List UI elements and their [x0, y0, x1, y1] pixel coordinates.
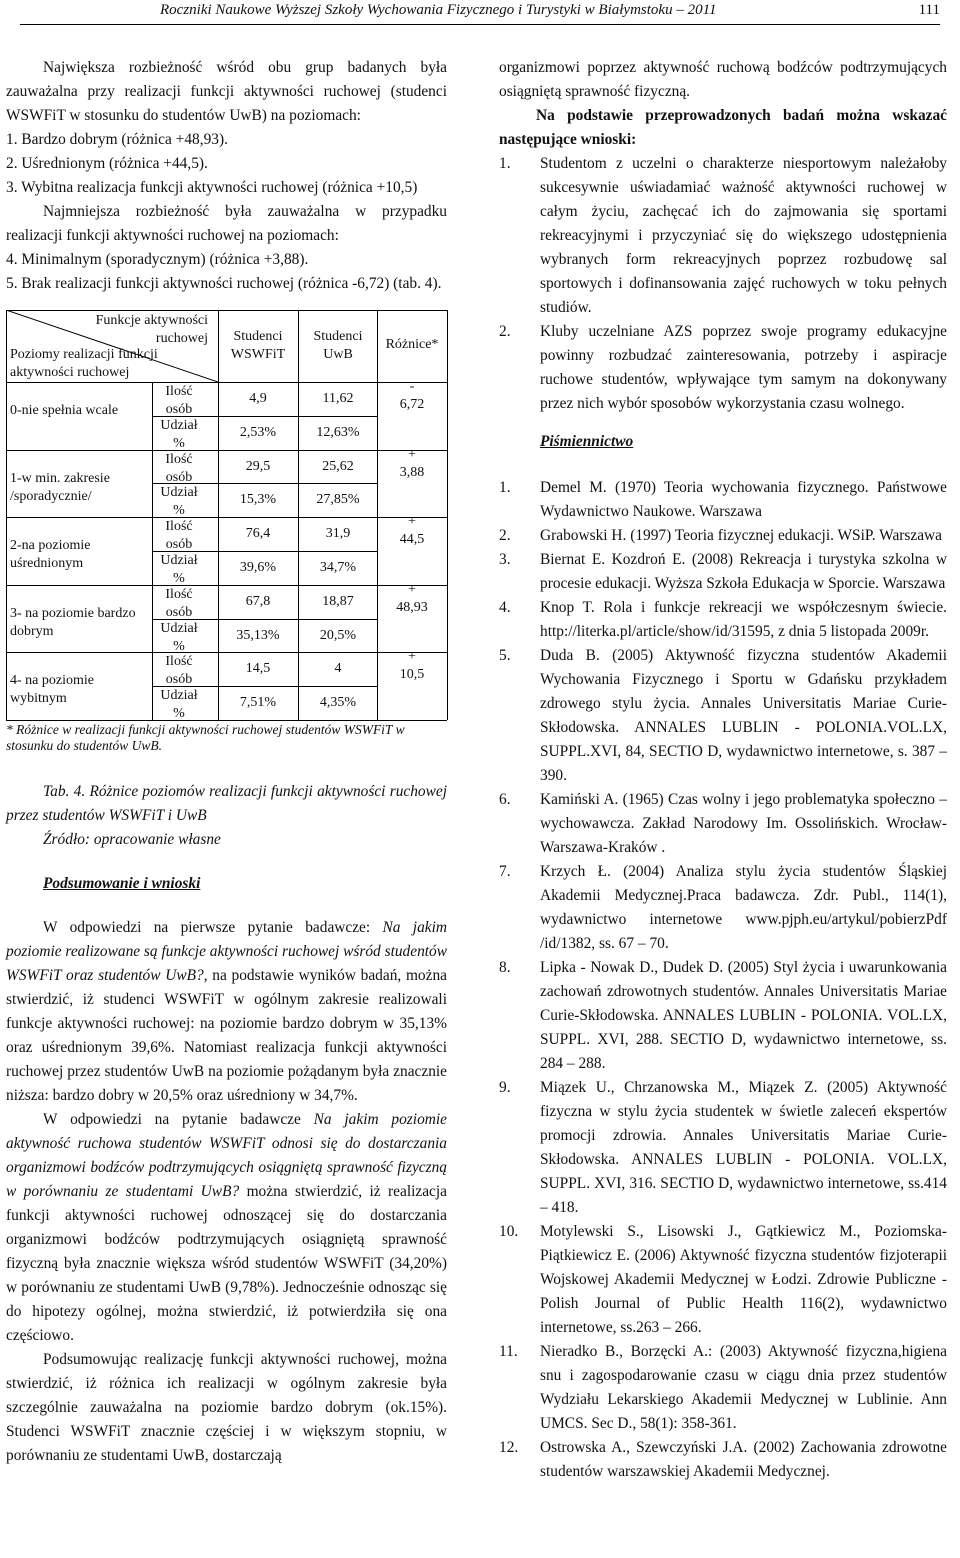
level-item-4: 4. Minimalnym (sporadycznym) (różnica +3,88). [6, 251, 309, 268]
conclusion-item [499, 152, 947, 320]
cell-pct-wswfit: 39,6% [239, 560, 277, 575]
reference-number: 11. [499, 1343, 518, 1360]
cell-count-uwb: 4 [334, 661, 342, 677]
col-header-diff: Różnice* [385, 337, 439, 352]
cell-diff-value: 3,88 [399, 464, 425, 480]
reference-number: 4. [499, 599, 511, 616]
reference-item [499, 476, 947, 524]
row-unit-pct: Udział % [160, 417, 198, 451]
level-item-5: 5. Brak realizacji funkcji aktywności ruchowej (różnica -6,72) (tab. 4). [6, 275, 442, 292]
left-column [6, 56, 447, 1468]
table-caption: Tab. 4. Różnice poziomów realizacji funkcji aktywności ruchowej przez studentów WSWFiT i UwB [6, 783, 447, 824]
reference-text: Knop T. Rola i funkcje rekreacji we współczesnym świecie. http://literka.pl/article/show/id/31595, z dnia 5 listopada 2009r. [540, 599, 947, 640]
reference-item [499, 1340, 947, 1436]
reference-item [499, 956, 947, 1076]
reference-number: 5. [499, 647, 511, 664]
cell-diff-sign: - [409, 379, 415, 394]
row-unit-count: Ilość osób [165, 451, 193, 485]
reference-item [499, 1436, 947, 1484]
reference-item [499, 1220, 947, 1340]
row-level-label: 4- na poziomie wybitnym [10, 673, 94, 707]
row-unit-count: Ilość osób [165, 384, 193, 417]
conclusion-number: 1. [499, 155, 511, 172]
reference-text: Kamiński A. (1965) Czas wolny i jego problematyka społeczno –wychowawcza. Zakład Narodowy Im. Ossolińskich. Wrocław-Warszawa-Kraków . [540, 791, 947, 856]
cell-pct-wswfit: 2,53% [239, 424, 277, 440]
reference-number: 8. [499, 959, 511, 976]
row-level-label: 3- na poziomie bardzo dobrym [10, 605, 136, 639]
reference-text: Lipka - Nowak D., Dudek D. (2005) Styl życia i uwarunkowania zachowań zdrowotnych studentów. Annales Universitatis Mariae Curie-Skłodowska. ANNALES LUBLIN - POLONIA. VOL.LX, SUPPL. XVI, 288. SECTIO D, wydawnictwo internetowe, ss. 284 – 288. [540, 959, 947, 1072]
cell-count-uwb: 31,9 [325, 526, 351, 542]
row-unit-pct: Udział % [160, 485, 198, 519]
reference-text: Biernat E. Kozdroń E. (2008) Rekreacja i turystyka szkolna w procesie edukacji. Wyższa Szkoła Edukacja w Sporcie. Warszawa [540, 551, 947, 592]
row-unit-pct: Udział % [160, 688, 198, 722]
corner-header-bottom: Poziomy realizacji funkcji aktywności ruchowej [10, 347, 158, 380]
cell-pct-uwb: 12,63% [316, 424, 360, 440]
reference-item [499, 596, 947, 644]
reference-item [499, 1076, 947, 1220]
cell-diff-value: 10,5 [399, 667, 425, 683]
section-title: Podsumowanie i wnioski [43, 875, 201, 892]
cell-count-wswfit: 76,4 [245, 526, 271, 542]
reference-text: Krzych Ł. (2004) Analiza stylu życia studentów Śląskiej Akademii Medycznej.Praca badawcza. Zdr. Publ., 114(1), wydawnictwo internetowe www.pjph.eu/artykul/pobierzPdf /id/1382, ss. 67 – 70. [540, 863, 947, 952]
cell-pct-wswfit: 15,3% [239, 492, 277, 508]
running-header [20, 0, 940, 25]
conclusion-number: 2. [499, 323, 511, 340]
reference-item [499, 860, 947, 956]
row-level-label: 1-w min. zakresie /sporadycznie/ [10, 470, 110, 504]
cell-diff-sign: + [408, 446, 416, 462]
references-list [499, 476, 947, 1484]
reference-number: 7. [499, 863, 511, 880]
conclusion-text: Kluby uczelniane AZS poprzez swoje programy edukacyjne powinny rozbudzać zainteresowania, potrzeby i aspiracje ruchowe studentów, wpływające tym samym na dokonywany przez nich wybór sposobów wykorzystania czasu wolnego. [540, 323, 947, 412]
references-title: Piśmiennictwo [540, 433, 634, 450]
reference-number: 10. [499, 1223, 519, 1240]
summary-paragraph-3: Podsumowując realizację funkcji aktywności ruchowej, można stwierdzić, iż różnica ich realizacji w ogólnym zakresie była szczególnie zauważalna na poziomie bardzo dobrym (ok.15%). Studenci WSWFiT znacznie częściej i w większym stopniu, w porównaniu ze studentami UwB, dostarczają [6, 1351, 447, 1464]
row-level-label: 0-nie spełnia wcale [10, 403, 119, 418]
para2-question: Na jakim poziomie aktywność ruchowa studentów WSWFiT odnosi się do dostarczania organizmowi bodźców podtrzymujących osiągniętą sprawność fizyczną w porównaniu ze studentami UwB? [6, 1111, 447, 1200]
cell-count-wswfit: 14,5 [245, 661, 271, 677]
cell-diff-value: 48,93 [396, 599, 428, 615]
cell-pct-wswfit: 35,13% [236, 627, 280, 643]
cell-count-uwb: 18,87 [322, 593, 354, 609]
cell-pct-uwb: 20,5% [319, 627, 357, 643]
cell-count-wswfit: 29,5 [245, 458, 271, 474]
journal-title: Roczniki Naukowe Wyższej Szkoły Wychowania Fizycznego i Turystyki w Białymstoku – 2011 [160, 2, 717, 18]
cell-count-uwb: 11,62 [322, 391, 354, 406]
row-unit-pct: Udział % [160, 620, 198, 654]
table-footnote: * Różnice w realizacji funkcji aktywności ruchowej studentów WSWFiT w stosunku do studentów UwB. [6, 722, 405, 753]
reference-item [499, 644, 947, 788]
cell-diff-value: 44,5 [399, 532, 425, 548]
reference-text: Miązek U., Chrzanowska M., Miązek Z. (2005) Aktywność fizyczna w stylu życia studentek w świetle zaleceń ekspertów promocji zdrowia. Annales Universitatis Mariae Curie-Skłodowska. ANNALES LUBLIN - POLONIA. VOL.LX, SUPPL. XVI, 316. SECTIO D, wydawnictwo internetowe, ss.414 – 418. [540, 1079, 947, 1216]
reference-number: 6. [499, 791, 511, 808]
level-item-1: 1. Bardzo dobrym (różnica +48,93). [6, 131, 228, 148]
conclusions-list [499, 152, 947, 416]
cell-pct-uwb: 4,35% [319, 695, 357, 711]
cell-diff-sign: + [408, 514, 416, 530]
reference-text: Nieradko B., Borzęcki A.: (2003) Aktywność fizyczna,higiena snu i zagospodarowanie czasu w ciągu dnia przez studentów Wydziału Lekarskiego Akademii Medycznej w Lublinie. Ann UMCS. Sec D., 58(1): 358-361. [540, 1343, 947, 1432]
cell-count-wswfit: 4,9 [249, 391, 267, 406]
level-item-2: 2. Uśrednionym (różnica +44,5). [6, 155, 208, 172]
row-level-label: 2-na poziomie uśrednionym [10, 538, 91, 572]
cell-diff-sign: + [408, 581, 416, 597]
right-column [499, 56, 947, 1484]
reference-item [499, 524, 947, 548]
intro-paragraph: Największa rozbieżność wśród obu grup badanych była zauważalna przy realizacji funkcji aktywności ruchowej (studenci WSWFiT w stosunku do studentów UwB) na poziomach: [6, 59, 447, 124]
reference-item [499, 788, 947, 860]
corner-header-top: Funkcje aktywności ruchowej [95, 313, 208, 346]
col-header-wswfit: Studenci WSWFiT [230, 329, 286, 362]
para2-text-b: można stwierdzić, iż realizacja funkcji aktywności ruchowej odnoszącej się do dostarczania organizmowi bodźców podtrzymujących osiągniętą sprawność fizyczną była znacznie większa wśród studentów WSWFiT (34,20%) w porównaniu ze studentami UwB (9,78%). Jednocześnie odnosząc się do hipotezy ogólnej, można stwierdzić, iż potwierdziła się ona częściowo. [6, 1183, 447, 1344]
conclusions-heading: Na podstawie przeprowadzonych badań można wskazać następujące wnioski: [499, 107, 947, 148]
reference-number: 12. [499, 1439, 519, 1456]
level-item-3: 3. Wybitna realizacja funkcji aktywności ruchowej (różnica +10,5) [6, 179, 418, 196]
reference-number: 1. [499, 479, 511, 496]
reference-number: 3. [499, 551, 511, 568]
row-unit-count: Ilość osób [165, 586, 193, 620]
cell-pct-wswfit: 7,51% [239, 695, 277, 711]
para1-text-a: W odpowiedzi na pierwsze pytanie badawcze: [43, 919, 383, 936]
cell-count-wswfit: 67,8 [245, 593, 271, 609]
para1-question: Na jakim poziomie realizowane są funkcje aktywności ruchowej wśród studentów WSWFiT oraz studentów UwB? [6, 919, 448, 984]
reference-text: Motylewski S., Lisowski J., Gątkiewicz M., Poziomska-Piątkiewicz E. (2006) Aktywność fizyczna studentów fizjoterapii Wojskowej Akademii Medycznej w Łodzi. Zdrowie Publiczne - Polish Journal of Public Health 116(2), wydawnictwo internetowe, ss.263 – 266. [540, 1223, 947, 1336]
para2-text-a: W odpowiedzi na pytanie badawcze [43, 1111, 314, 1128]
reference-text: Grabowski H. (1997) Teoria fizycznej edukacji. WSiP. Warszawa [540, 527, 942, 544]
reference-number: 9. [499, 1079, 511, 1096]
intro-paragraph-2: Najmniejsza rozbieżność była zauważalna w przypadku realizacji funkcji aktywności ruchowej na poziomach: [6, 203, 447, 244]
reference-text: Demel M. (1970) Teoria wychowania fizycznego. Państwowe Wydawnictwo Naukowe. Warszawa [540, 479, 947, 520]
row-unit-count: Ilość osób [165, 519, 193, 553]
summary-paragraph-1 [6, 916, 447, 1108]
cell-diff-sign: + [408, 649, 416, 665]
reference-text: Ostrowska A., Szewczyński J.A. (2002) Zachowania zdrowotne studentów warszawskiej Akademii Medycznej. [540, 1439, 947, 1480]
cell-diff-value: 6,72 [399, 397, 425, 412]
results-table [6, 310, 447, 720]
col-header-uwb: Studenci UwB [313, 329, 363, 362]
row-unit-pct: Udział % [160, 553, 198, 586]
reference-text: Duda B. (2005) Aktywność fizyczna studentów Akademii Wychowania Fizycznego i Sportu w Gdańsku przykładem zdrowego stylu życia. Annales Universitatis Mariae Curie-Skłodowska. ANNALES LUBLIN - POLONIA.VOL.LX, SUPPL.XVI, 84, SECTIO D, wydawnictwo internetowe, s. 387 – 390. [540, 647, 947, 784]
cell-pct-uwb: 34,7% [319, 560, 357, 575]
summary-paragraph-2 [6, 1108, 447, 1348]
page-number: 111 [918, 2, 940, 18]
reference-number: 2. [499, 527, 511, 544]
cell-count-uwb: 25,62 [322, 458, 354, 474]
conclusion-text: Studentom z uczelni o charakterze niesportowym należałoby sukcesywnie uświadamiać ważność aktywności ruchowej w całym życiu, zachęcać ich do zajmowania się sportami rekreacyjnymi i przyczyniać się do większego udostępnienia wybranych form rekreacyjnych poprzez rozbudowę sal sportowych i dofinansowania zajęć ruchowych w toku pełnych studiów. [540, 155, 947, 316]
conclusion-item [499, 320, 947, 416]
row-unit-count: Ilość osób [165, 654, 193, 688]
para1-text-b: , na podstawie wyników badań, można stwierdzić, iż studenci WSWFiT w ogólnym zakresie realizowali funkcje aktywności ruchowej: na poziomie bardzo dobrym w 35,13% oraz uśrednionym 39,6%. Natomiast realizacja funkcji aktywności ruchowej przez studentów UwB na poziomie pożądanym była znacznie niższa: bardzo dobry w 20,5% oraz uśredniony w 34,7%. [6, 967, 447, 1104]
cell-pct-uwb: 27,85% [316, 492, 360, 508]
continued-paragraph: organizmowi poprzez aktywność ruchową bodźców podtrzymujących osiągniętą sprawność fizyczną. [499, 59, 947, 100]
table-source: Źródło: opracowanie własne [43, 831, 221, 848]
reference-item [499, 548, 947, 596]
